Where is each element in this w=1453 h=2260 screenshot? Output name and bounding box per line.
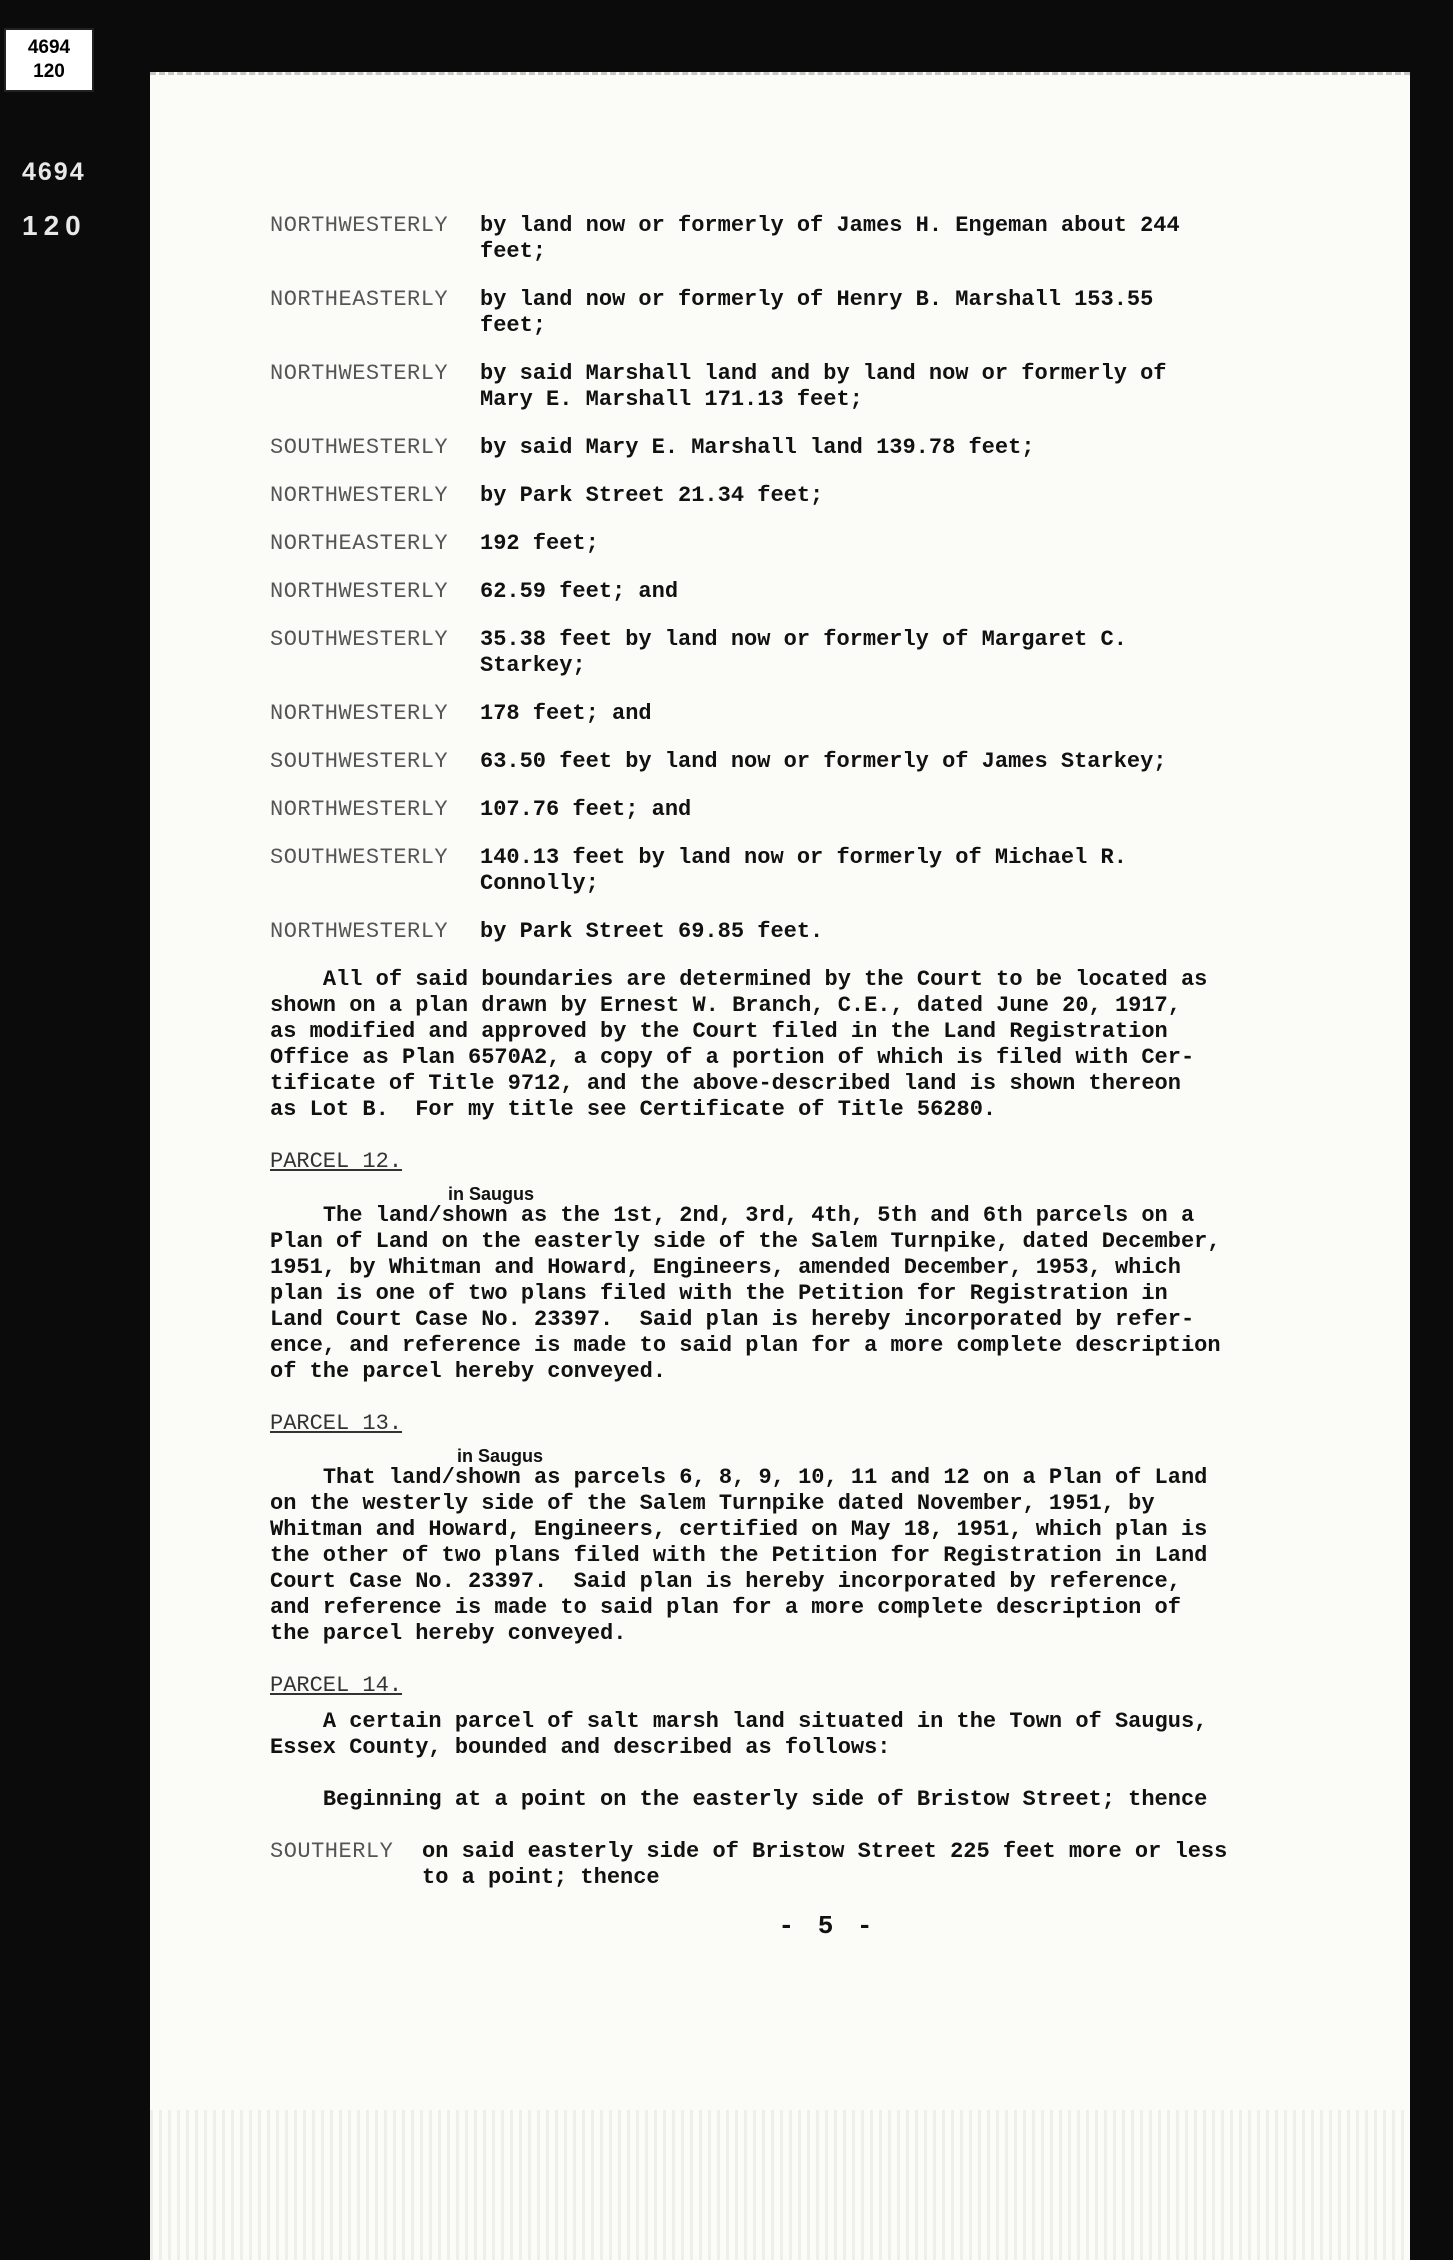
boundary-direction: NORTHWESTERLY: [270, 213, 449, 238]
parcel-12-description: The land/shown as the 1st, 2nd, 3rd, 4th, 5th and 6th parcels on a Plan of Land on the easterly side of the Salem Turnpike, dated December, 1951, by Whitman and Howard, Engineers, amended December, 1953, which plan is one of two plans filed with the Petition for Registration in Land Court Case No. 23397. Said plan is hereby incorporated by refer- ence, and reference is made to said plan for a more complete description of the parcel hereby conveyed.: [270, 1203, 1221, 1384]
boundary-description: by Park Street 21.34 feet;: [480, 483, 824, 508]
parcel-14-beginning: Beginning at a point on the easterly side of Bristow Street; thence: [270, 1787, 1208, 1812]
document-body: [270, 213, 1345, 1939]
boundary-direction: NORTHWESTERLY: [270, 919, 449, 944]
stamp-line-1: 4694: [27, 37, 71, 58]
boundary-description: by land now or formerly of Henry B. Marshall 153.55 feet;: [480, 287, 1154, 338]
boundary-description: 63.50 feet by land now or formerly of James Starkey;: [480, 749, 1167, 774]
boundary-direction: NORTHWESTERLY: [270, 579, 449, 604]
boundary-line: [270, 627, 1345, 679]
boundary-line: [270, 213, 1345, 265]
file-number-stamp: [4, 28, 94, 92]
boundary-direction: NORTHWESTERLY: [270, 361, 449, 386]
parcel-12-handwritten-insert: in Saugus: [448, 1184, 535, 1204]
boundary-direction: NORTHWESTERLY: [270, 797, 449, 822]
page-number: - 5 -: [778, 1911, 877, 1941]
document-page: [150, 72, 1410, 2260]
boundary-line: [270, 435, 1345, 461]
boundary-line: [270, 1839, 1345, 1891]
boundary-line: [270, 579, 1345, 605]
boundary-direction: SOUTHWESTERLY: [270, 435, 449, 460]
boundary-line: [270, 749, 1345, 775]
boundary-description: 192 feet;: [480, 531, 599, 556]
boundary-description: on said easterly side of Bristow Street 225 feet more or less to a point; thence: [422, 1839, 1228, 1890]
boundary-description: by Park Street 69.85 feet.: [480, 919, 824, 944]
stamp-line-2: 120: [33, 61, 65, 82]
boundary-direction: NORTHWESTERLY: [270, 701, 449, 726]
parcel-13-description: That land/shown as parcels 6, 8, 9, 10, 11 and 12 on a Plan of Land on the westerly side of the Salem Turnpike dated November, 1951, by Whitman and Howard, Engineers, certified on May 18, 1951, which plan is the other of two plans filed with the Petition for Registration in Land Court Case No. 23397. Said plan is hereby incorporated by reference, and reference is made to said plan for a more complete description of the parcel hereby conveyed.: [270, 1465, 1208, 1646]
boundary-direction: NORTHWESTERLY: [270, 483, 449, 508]
boundary-line: [270, 361, 1345, 413]
side-page-number: 120: [22, 210, 87, 241]
boundary-description: by said Mary E. Marshall land 139.78 feet;: [480, 435, 1035, 460]
boundary-direction: NORTHEASTERLY: [270, 531, 449, 556]
boundary-line: [270, 483, 1345, 509]
boundary-description: 35.38 feet by land now or formerly of Margaret C. Starkey;: [480, 627, 1127, 678]
boundary-direction: SOUTHWESTERLY: [270, 749, 449, 774]
boundary-line: [270, 287, 1345, 339]
boundary-line: [270, 797, 1345, 823]
parcel-13-heading: PARCEL 13.: [270, 1411, 403, 1436]
boundary-direction: NORTHEASTERLY: [270, 287, 449, 312]
boundary-line: [270, 919, 1345, 945]
parcel-13-handwritten-insert: in Saugus: [457, 1446, 544, 1466]
parcel-14-intro: A certain parcel of salt marsh land situated in the Town of Saugus, Essex County, bounded and described as follows:: [270, 1709, 1208, 1760]
boundary-description: 62.59 feet; and: [480, 579, 679, 604]
parcel-12-heading: PARCEL 12.: [270, 1149, 403, 1174]
boundary-description: by said Marshall land and by land now or formerly of Mary E. Marshall 171.13 feet;: [480, 361, 1167, 412]
boundary-description: 140.13 feet by land now or formerly of Michael R. Connolly;: [480, 845, 1127, 896]
boundary-direction: SOUTHWESTERLY: [270, 627, 449, 652]
parcel-14-heading: PARCEL 14.: [270, 1673, 403, 1698]
boundary-summary-paragraph: All of said boundaries are determined by the Court to be located as shown on a plan drawn by Ernest W. Branch, C.E., dated June 20, 1917, as modified and approved by the Court filed in the Land Registration Office as Plan 6570A2, a copy of a portion of which is filed with Cer- tificate of Title 9712, and the above-described land is shown thereon as Lot B. For my title see Certificate of Title 56280.: [270, 967, 1208, 1122]
boundary-description: by land now or formerly of James H. Engeman about 244 feet;: [480, 213, 1180, 264]
boundary-description: 107.76 feet; and: [480, 797, 692, 822]
boundary-direction: SOUTHWESTERLY: [270, 845, 449, 870]
boundary-line: [270, 531, 1345, 557]
boundary-line: [270, 845, 1345, 897]
boundary-description: 178 feet; and: [480, 701, 652, 726]
side-book-number: 4694: [22, 158, 86, 186]
scan-noise: [150, 2110, 1410, 2260]
boundary-line: [270, 701, 1345, 727]
boundary-direction: SOUTHERLY: [270, 1839, 394, 1864]
